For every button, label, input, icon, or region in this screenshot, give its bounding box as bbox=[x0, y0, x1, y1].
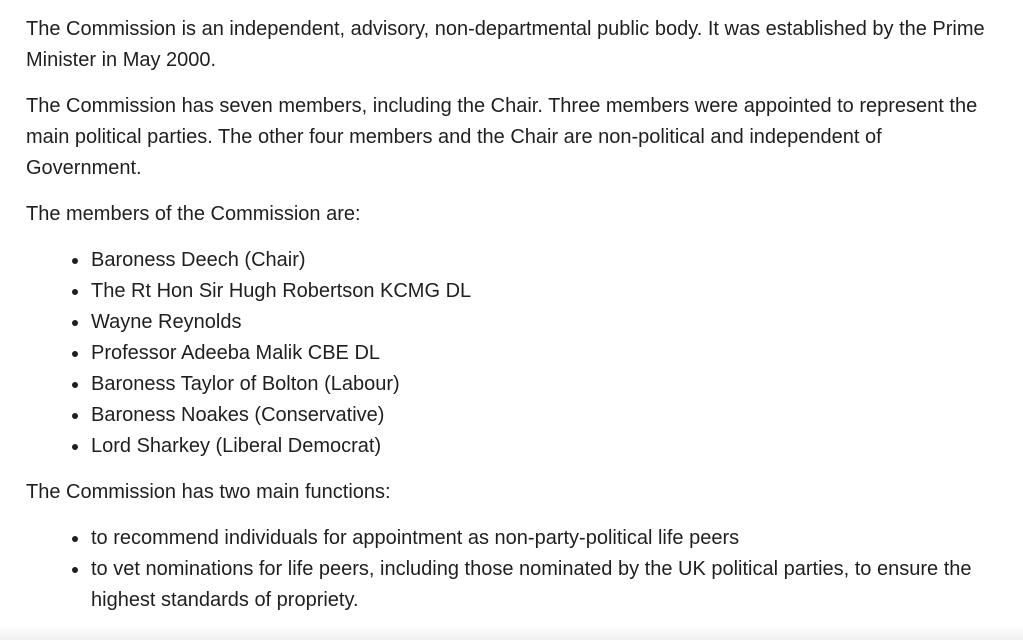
list-item: Baroness Noakes (Conservative) bbox=[91, 400, 996, 431]
list-item: to vet nominations for life peers, including those nominated by the UK political parties, to ensure the highest standards of propriety. bbox=[91, 554, 996, 616]
list-item: Wayne Reynolds bbox=[91, 307, 996, 338]
intro-paragraph-1: The Commission is an independent, advisory, non-departmental public body. It was established by the Prime Minister in May 2000. bbox=[26, 18, 985, 71]
list-item: Professor Adeeba Malik CBE DL bbox=[91, 338, 996, 369]
bottom-edge-shade bbox=[0, 626, 1023, 640]
list-item: Lord Sharkey (Liberal Democrat) bbox=[91, 431, 996, 462]
functions-intro: The Commission has two main functions: bbox=[26, 481, 391, 503]
list-item: Baroness Taylor of Bolton (Labour) bbox=[91, 369, 996, 400]
main-content bbox=[26, 14, 996, 631]
list-item: Baroness Deech (Chair) bbox=[91, 245, 996, 276]
members-list bbox=[26, 245, 996, 462]
intro-paragraph-2: The Commission has seven members, including the Chair. Three members were appointed to represent the main political parties. The other four members and the Chair are non-political and independent of Government. bbox=[26, 95, 978, 179]
members-intro: The members of the Commission are: bbox=[26, 203, 361, 225]
list-item: The Rt Hon Sir Hugh Robertson KCMG DL bbox=[91, 276, 996, 307]
list-item: to recommend individuals for appointment as non-party-political life peers bbox=[91, 523, 996, 554]
functions-list bbox=[26, 523, 996, 616]
